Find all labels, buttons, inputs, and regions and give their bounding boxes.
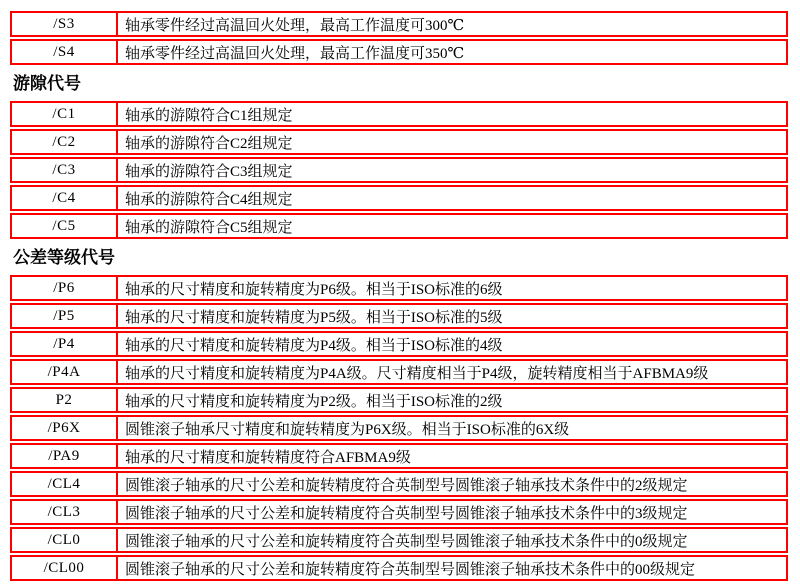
heat-code-table [10,11,788,65]
code-cell: /S3 [12,13,118,35]
description-cell: 轴承的尺寸精度和旋转精度符合AFBMA9级 [125,449,411,466]
row-p5 [10,303,788,329]
description-cell: 圆锥滚子轴承尺寸精度和旋转精度为P6X级。相当于ISO标准的6X级 [125,421,570,438]
row-c3 [10,157,788,183]
code-cell: P2 [12,389,118,411]
code-cell: /P4 [12,333,118,355]
description-cell: 轴承的尺寸精度和旋转精度为P5级。相当于ISO标准的5级 [125,309,503,326]
code-cell: /P5 [12,305,118,327]
description-cell: 圆锥滚子轴承的尺寸公差和旋转精度符合英制型号圆锥滚子轴承技术条件中的2级规定 [125,477,688,494]
row-s3 [10,11,788,37]
description-cell: 轴承的游隙符合C3组规定 [125,163,293,180]
row-c2 [10,129,788,155]
row-p4 [10,331,788,357]
code-cell: /CL0 [12,529,118,551]
code-cell: /C5 [12,215,118,237]
code-cell: /P6 [12,277,118,299]
description-cell: 轴承零件经过高温回火处理，最高工作温度可300℃ [125,17,465,34]
tolerance-code-table [10,275,788,581]
row-pa9 [10,443,788,469]
code-cell: /C1 [12,103,118,125]
code-cell: /CL3 [12,501,118,523]
row-cl4 [10,471,788,497]
code-cell: /S4 [12,41,118,63]
code-cell: /CL4 [12,473,118,495]
code-cell: /C3 [12,159,118,181]
description-cell: 轴承的游隙符合C2组规定 [125,135,293,152]
row-c4 [10,185,788,211]
description-cell: 轴承零件经过高温回火处理，最高工作温度可350℃ [125,45,465,62]
code-cell: /C2 [12,131,118,153]
description-cell: 轴承的游隙符合C5组规定 [125,219,293,236]
row-s4 [10,39,788,65]
description-cell: 轴承的尺寸精度和旋转精度为P4级。相当于ISO标准的4级 [125,337,503,354]
description-cell: 轴承的游隙符合C4组规定 [125,191,293,208]
row-p4a [10,359,788,385]
description-cell: 圆锥滚子轴承的尺寸公差和旋转精度符合英制型号圆锥滚子轴承技术条件中的0级规定 [125,533,688,550]
row-p2 [10,387,788,413]
code-cell: /C4 [12,187,118,209]
description-cell: 圆锥滚子轴承的尺寸公差和旋转精度符合英制型号圆锥滚子轴承技术条件中的3级规定 [125,505,688,522]
code-cell: /PA9 [12,445,118,467]
code-cell: /P6X [12,417,118,439]
clearance-code-table [10,101,788,239]
row-cl00 [10,555,788,581]
description-cell: 轴承的游隙符合C1组规定 [125,107,293,124]
description-cell: 轴承的尺寸精度和旋转精度为P2级。相当于ISO标准的2级 [125,393,503,410]
row-c1 [10,101,788,127]
description-cell: 圆锥滚子轴承的尺寸公差和旋转精度符合英制型号圆锥滚子轴承技术条件中的00级规定 [125,561,696,578]
description-cell: 轴承的尺寸精度和旋转精度为P6级。相当于ISO标准的6级 [125,281,503,298]
row-c5 [10,213,788,239]
row-cl0 [10,527,788,553]
section-heading-clearance: 游隙代号 [13,74,81,93]
row-p6x [10,415,788,441]
code-cell: /CL00 [12,557,118,579]
description-cell: 轴承的尺寸精度和旋转精度为P4A级。尺寸精度相当于P4级，旋转精度相当于AFBMA9级 [125,365,709,382]
code-cell: /P4A [12,361,118,383]
section-heading-tolerance: 公差等级代号 [13,248,115,267]
row-p6 [10,275,788,301]
row-cl3 [10,499,788,525]
